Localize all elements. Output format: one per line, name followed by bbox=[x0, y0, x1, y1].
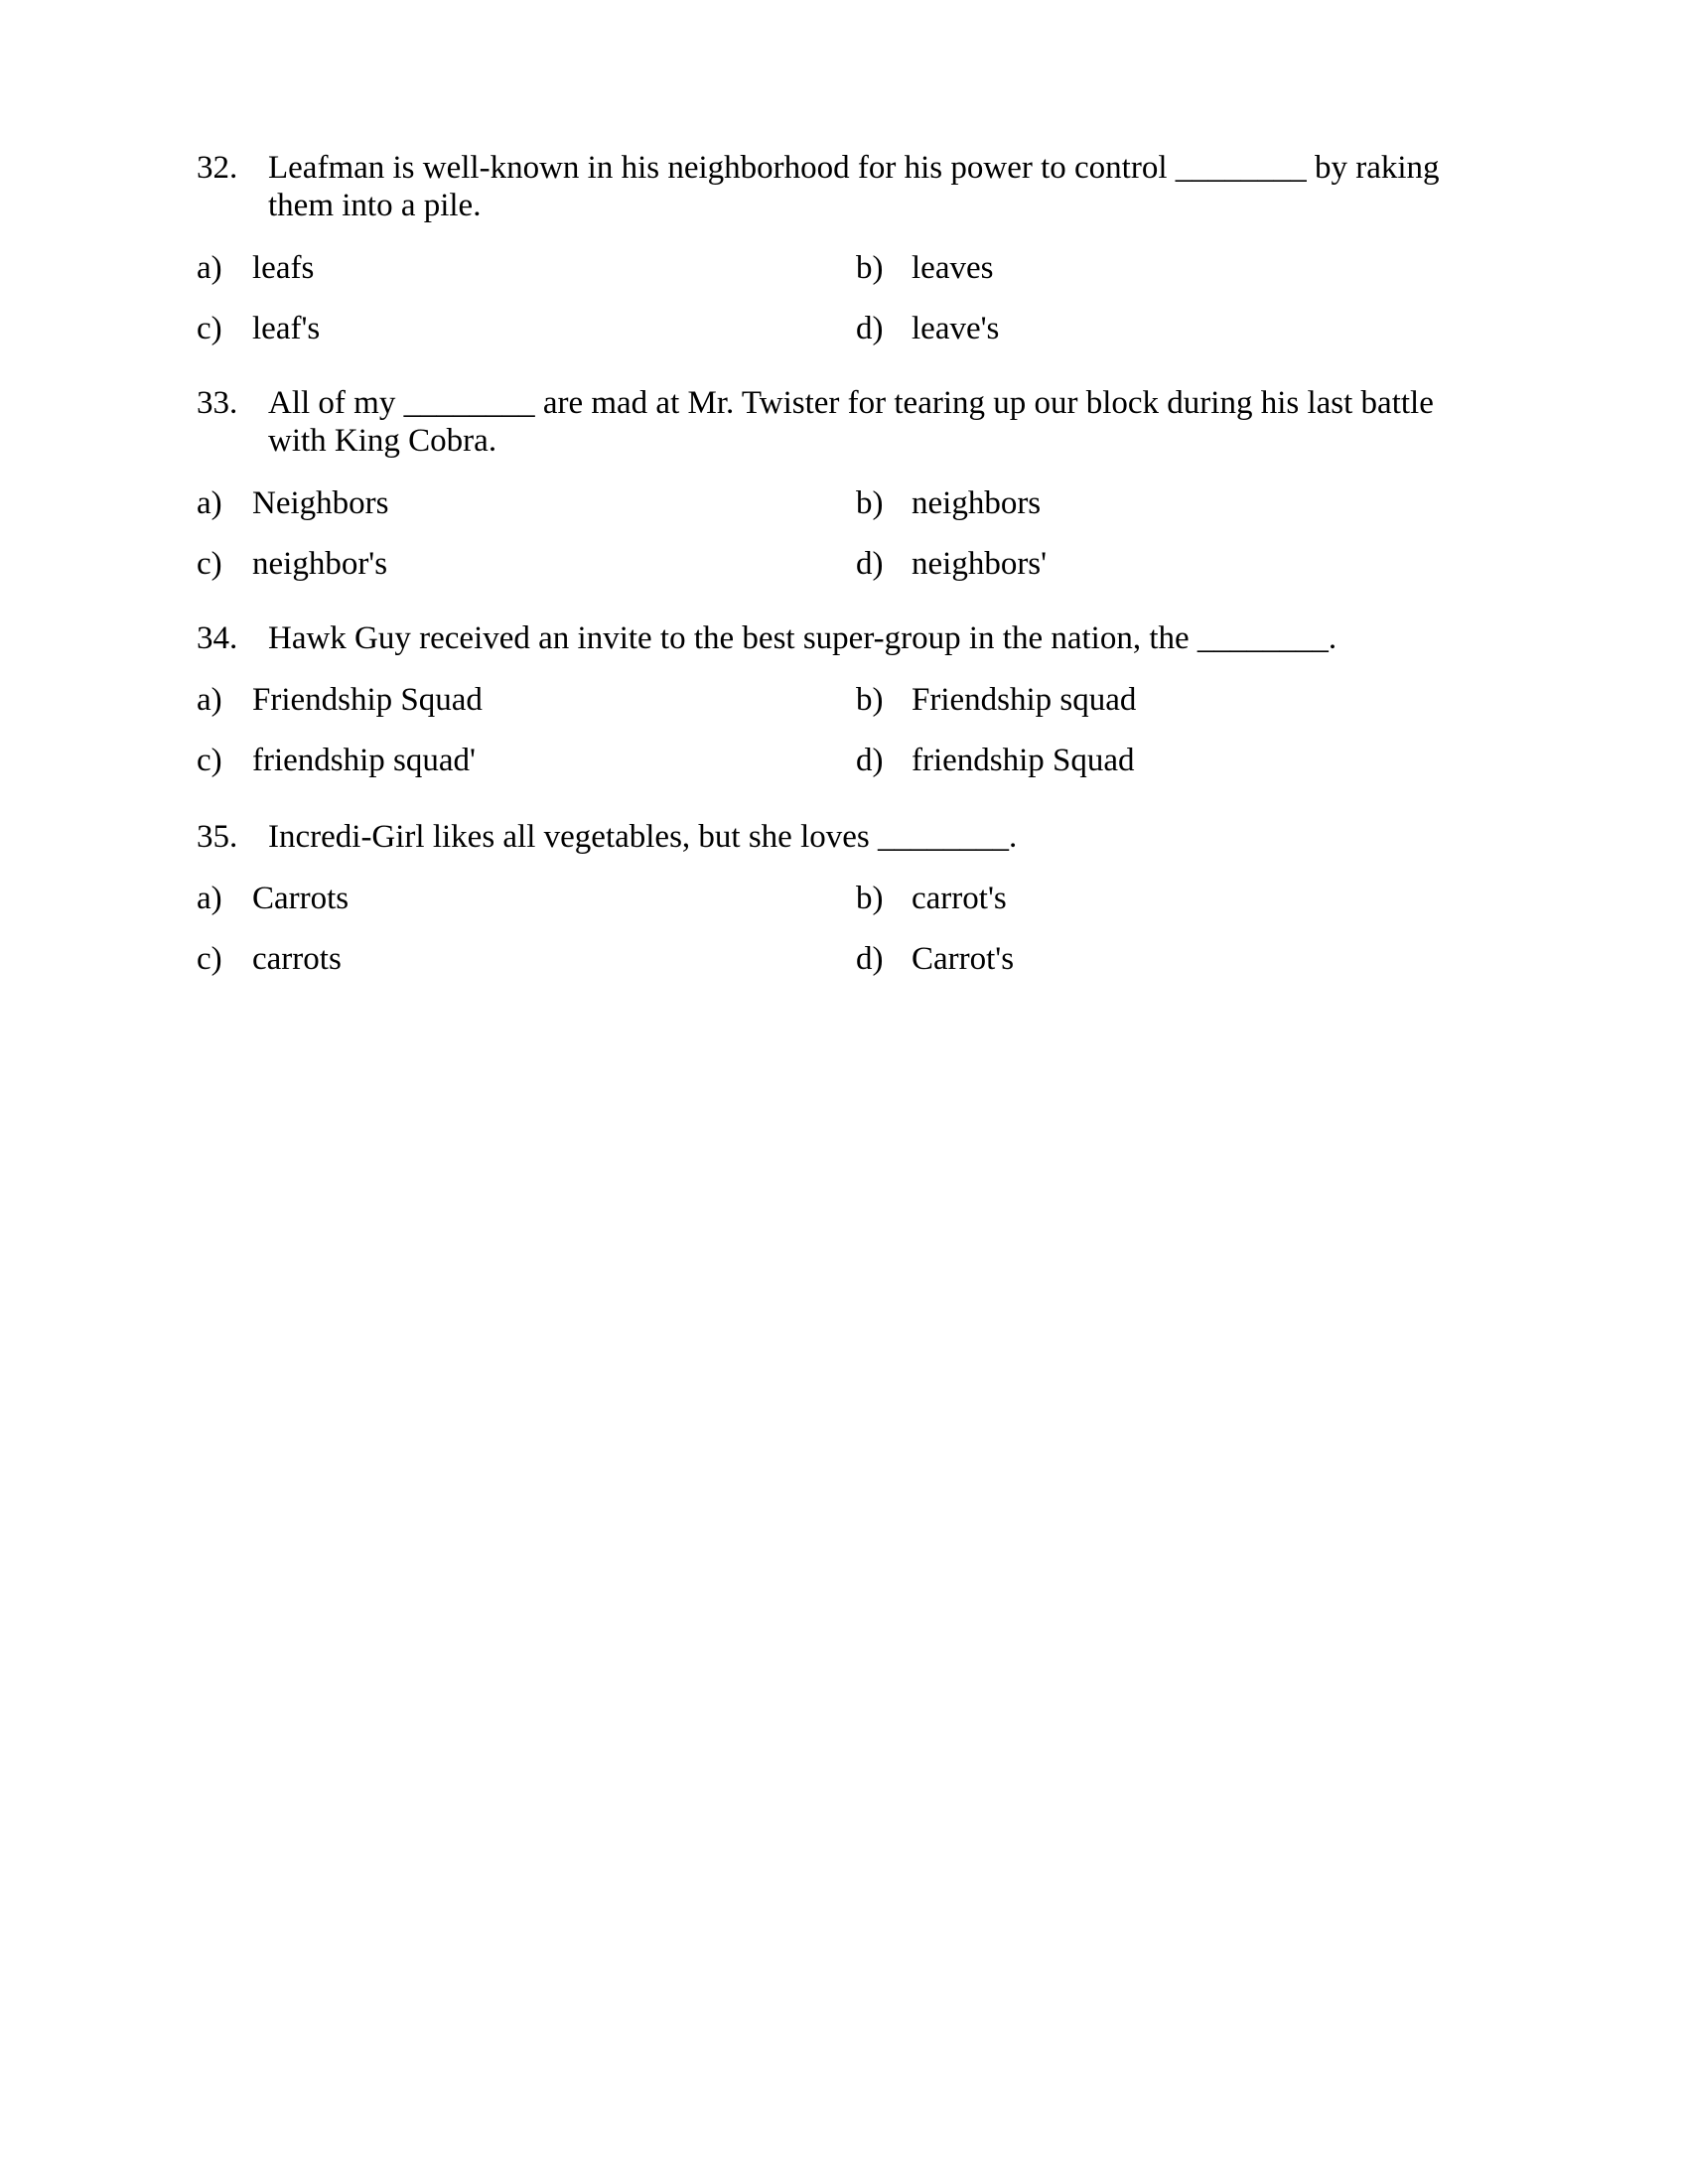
option-text: Friendship squad bbox=[912, 682, 1137, 718]
option-letter: c) bbox=[197, 941, 222, 977]
option-letter: c) bbox=[197, 743, 222, 778]
option-text: Neighbors bbox=[252, 485, 389, 521]
option-text: carrots bbox=[252, 941, 342, 977]
option-letter: b) bbox=[856, 881, 884, 916]
option-text: leave's bbox=[912, 311, 1000, 346]
question-text: All of my ________ are mad at Mr. Twister for tearing up our block during his last battle with King Cobra. bbox=[268, 385, 1434, 459]
option-text: Friendship Squad bbox=[252, 682, 483, 718]
options-row bbox=[197, 248, 1477, 288]
option-letter: d) bbox=[856, 546, 884, 582]
option-text: leafs bbox=[252, 250, 315, 286]
options-row bbox=[197, 879, 1477, 918]
options-row bbox=[197, 741, 1477, 780]
option-text: neighbor's bbox=[252, 546, 388, 582]
option-letter: a) bbox=[197, 485, 222, 521]
options-row bbox=[197, 544, 1477, 584]
option-letter: b) bbox=[856, 485, 884, 521]
options-row bbox=[197, 680, 1477, 720]
question-text: Hawk Guy received an invite to the best super-group in the nation, the ________. bbox=[268, 620, 1337, 656]
option-text: carrot's bbox=[912, 881, 1007, 916]
option-text: friendship Squad bbox=[912, 743, 1135, 778]
option-text: neighbors' bbox=[912, 546, 1048, 582]
option-letter: c) bbox=[197, 546, 222, 582]
option-letter: c) bbox=[197, 311, 222, 346]
option-text: neighbors bbox=[912, 485, 1042, 521]
option-letter: d) bbox=[856, 311, 884, 346]
option-letter: a) bbox=[197, 881, 222, 916]
option-letter: d) bbox=[856, 941, 884, 977]
question-text: Incredi-Girl likes all vegetables, but she loves ________. bbox=[268, 819, 1018, 855]
question-number: 35. bbox=[197, 819, 238, 855]
option-letter: b) bbox=[856, 250, 884, 286]
option-text: Carrots bbox=[252, 881, 350, 916]
option-text: leaves bbox=[912, 250, 994, 286]
question-number: 32. bbox=[197, 150, 238, 186]
options-row bbox=[197, 483, 1477, 523]
option-text: leaf's bbox=[252, 311, 321, 346]
option-letter: a) bbox=[197, 682, 222, 718]
option-letter: d) bbox=[856, 743, 884, 778]
question-text: Leafman is well-known in his neighborhood for his power to control ________ by raking them into a pile. bbox=[268, 150, 1440, 223]
option-text: Carrot's bbox=[912, 941, 1015, 977]
question-number: 34. bbox=[197, 620, 238, 656]
options-row bbox=[197, 309, 1477, 348]
option-letter: a) bbox=[197, 250, 222, 286]
options-row bbox=[197, 939, 1477, 979]
option-text: friendship squad' bbox=[252, 743, 476, 778]
question-number: 33. bbox=[197, 385, 238, 421]
option-letter: b) bbox=[856, 682, 884, 718]
